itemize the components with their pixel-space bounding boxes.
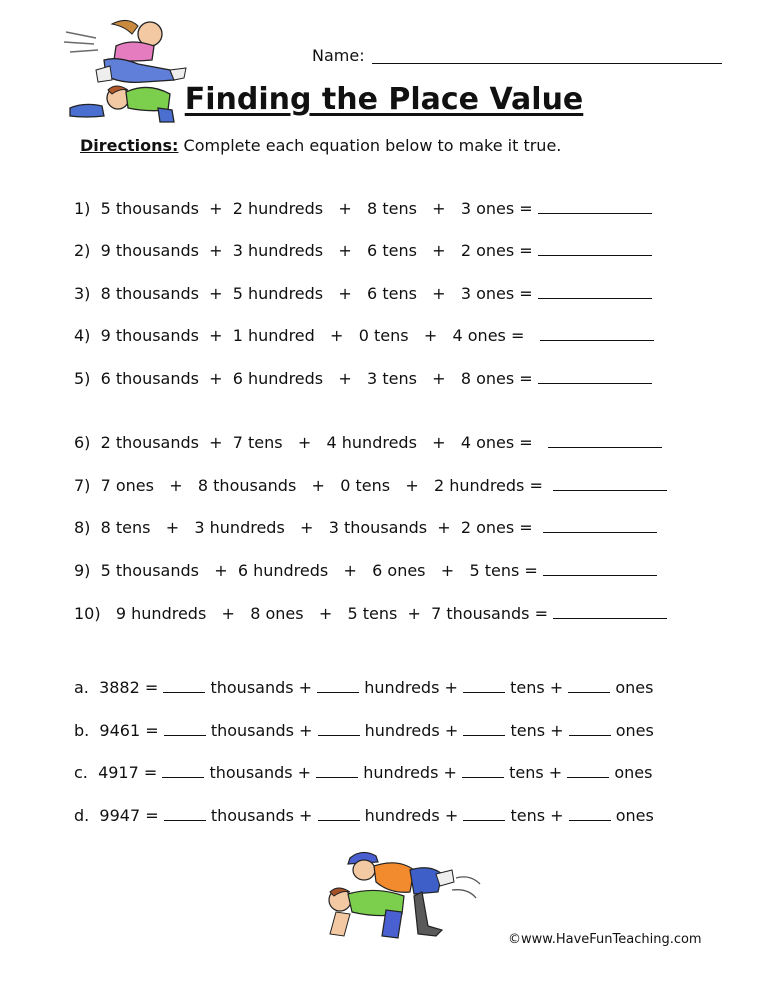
thousands-blank[interactable]	[164, 721, 206, 736]
directions-text: Complete each equation below to make it true.	[183, 136, 562, 155]
decompose-d: d. 9947 = thousands + hundreds + tens + ones	[74, 806, 654, 825]
ones-blank[interactable]	[569, 721, 611, 736]
problem-3: 3) 8 thousands + 5 hundreds + 6 tens + 3 ones =	[74, 284, 652, 303]
problem-7: 7) 7 ones + 8 thousands + 0 tens + 2 hundreds =	[74, 476, 667, 495]
problem-4: 4) 9 thousands + 1 hundred + 0 tens + 4 ones =	[74, 326, 654, 345]
thousands-blank[interactable]	[164, 806, 206, 821]
answer-blank[interactable]	[548, 433, 662, 448]
tens-blank[interactable]	[463, 721, 505, 736]
hundreds-blank[interactable]	[318, 806, 360, 821]
decompose-a: a. 3882 = thousands + hundreds + tens + ones	[74, 678, 654, 697]
problem-2: 2) 9 thousands + 3 hundreds + 6 tens + 2 ones =	[74, 241, 652, 260]
problem-5: 5) 6 thousands + 6 hundreds + 3 tens + 8 ones =	[74, 369, 652, 388]
directions	[80, 136, 561, 155]
ones-blank[interactable]	[567, 763, 609, 778]
answer-blank[interactable]	[538, 284, 652, 299]
leapfrog-boys-clipart-bottom	[318, 848, 490, 944]
decompose-b: b. 9461 = thousands + hundreds + tens + ones	[74, 721, 654, 740]
hundreds-blank[interactable]	[316, 763, 358, 778]
problem-10: 10) 9 hundreds + 8 ones + 5 tens + 7 thousands =	[74, 604, 667, 623]
tens-blank[interactable]	[463, 806, 505, 821]
name-label: Name:	[312, 46, 365, 65]
hundreds-blank[interactable]	[317, 678, 359, 693]
thousands-blank[interactable]	[162, 763, 204, 778]
ones-blank[interactable]	[569, 806, 611, 821]
answer-blank[interactable]	[540, 326, 654, 341]
hundreds-blank[interactable]	[318, 721, 360, 736]
answer-blank[interactable]	[543, 561, 657, 576]
answer-blank[interactable]	[553, 476, 667, 491]
page-title: Finding the Place Value	[184, 82, 584, 117]
copyright-credit: ©www.HaveFunTeaching.com	[508, 932, 702, 947]
ones-blank[interactable]	[568, 678, 610, 693]
tens-blank[interactable]	[462, 763, 504, 778]
answer-blank[interactable]	[538, 199, 652, 214]
answer-blank[interactable]	[538, 241, 652, 256]
problem-1: 1) 5 thousands + 2 hundreds + 8 tens + 3 ones =	[74, 199, 652, 218]
answer-blank[interactable]	[553, 604, 667, 619]
decompose-c: c. 4917 = thousands + hundreds + tens + ones	[74, 763, 653, 782]
thousands-blank[interactable]	[163, 678, 205, 693]
problem-9: 9) 5 thousands + 6 hundreds + 6 ones + 5 tens =	[74, 561, 657, 580]
tens-blank[interactable]	[463, 678, 505, 693]
answer-blank[interactable]	[543, 518, 657, 533]
problem-8: 8) 8 tens + 3 hundreds + 3 thousands + 2 ones =	[74, 518, 657, 537]
answer-blank[interactable]	[538, 369, 652, 384]
directions-label: Directions:	[80, 136, 179, 155]
problem-6: 6) 2 thousands + 7 tens + 4 hundreds + 4 ones =	[74, 433, 662, 452]
name-blank[interactable]	[372, 63, 722, 64]
